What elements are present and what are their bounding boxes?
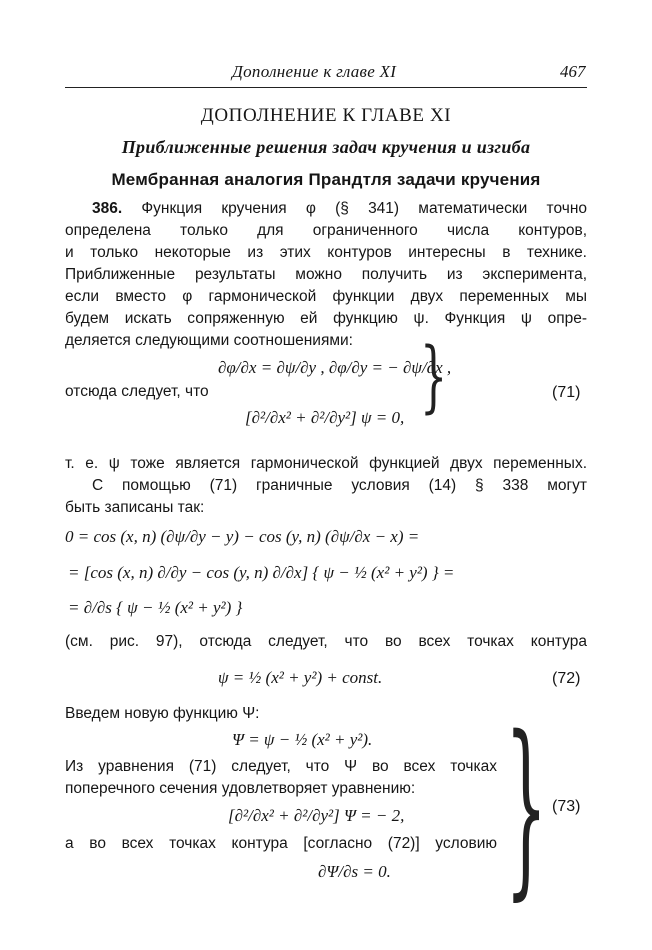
para1-line-2: определена только для ограниченного числа контуров, — [65, 222, 587, 239]
eq72-formula: ψ = ½ (x² + y²) + const. — [218, 668, 383, 687]
para1-line-4: Приближенные результаты можно получить из эксперимента, — [65, 266, 587, 283]
eq73-text1: Из уравнения (71) следует, что Ψ во всех точках — [65, 758, 497, 775]
para2-line-1: т. е. ψ тоже является гармонической функцией двух переменных. — [65, 455, 587, 472]
para2-line-3: быть записаны так: — [65, 499, 205, 516]
boundary-eq-line1: 0 = cos (x, n) (∂ψ/∂y − y) − cos (y, n) (∂ψ/∂x − x) = — [65, 527, 420, 546]
eq73-text2: поперечного сечения удовлетворяет уравнению: — [65, 780, 416, 797]
running-header: Дополнение к главе XI — [232, 62, 397, 81]
eq72-number: (72) — [552, 670, 581, 687]
para1-line-6: будем искать сопряженную ей функцию ψ. Функция ψ опре- — [65, 310, 587, 327]
section-title: Мембранная аналогия Прандтля задачи кручения — [111, 170, 541, 189]
para1-line-1: 386. Функция кручения φ (§ 341) математически точно — [92, 200, 587, 217]
para4-line: Введем новую функцию Ψ: — [65, 705, 260, 722]
page-number: 467 — [560, 62, 586, 81]
para1-line-5: если вместо φ гармонической функции двух переменных мы — [65, 288, 587, 305]
para-number: 386. — [92, 200, 123, 217]
eq73-line2: [∂²/∂x² + ∂²/∂y²] Ψ = − 2, — [228, 806, 405, 825]
eq71-line1: ∂φ/∂x = ∂ψ/∂y , ∂φ/∂y = − ∂ψ/∂x , — [218, 358, 452, 377]
chapter-subtitle: Приближенные решения задач кручения и изгиба — [121, 137, 531, 157]
boundary-eq-line3: = ∂/∂s { ψ − ½ (x² + y²) } — [68, 598, 243, 617]
para1-line-7: деляется следующими соотношениями: — [65, 332, 353, 349]
para2-line-2: С помощью (71) граничные условия (14) § 338 могут — [92, 477, 587, 494]
appendix-title: ДОПОЛНЕНИЕ К ГЛАВЕ XI — [200, 105, 452, 126]
eq73-brace: } — [505, 696, 548, 917]
eq73-line3: ∂Ψ/∂s = 0. — [318, 862, 391, 881]
eq73-number: (73) — [552, 798, 581, 815]
eq73-text3: а во всех точках контура [согласно (72)] условию — [65, 835, 497, 852]
para3-line: (см. рис. 97), отсюда следует, что во всех точках контура — [65, 633, 587, 650]
eq73-line1: Ψ = ψ − ½ (x² + y²). — [232, 730, 373, 749]
boundary-eq-line2: = [cos (x, n) ∂/∂y − cos (y, n) ∂/∂x] { ψ − ½ (x² + y²) } = — [68, 563, 455, 582]
eq71-lead-text: отсюда следует, что — [65, 383, 209, 400]
header-rule — [65, 87, 587, 88]
eq71-brace: } — [420, 332, 448, 422]
eq71-number: (71) — [552, 384, 581, 401]
para1-line-3: и только некоторые из этих контуров интересны в технике. — [65, 244, 587, 261]
eq71-line2: [∂²/∂x² + ∂²/∂y²] ψ = 0, — [245, 408, 405, 427]
